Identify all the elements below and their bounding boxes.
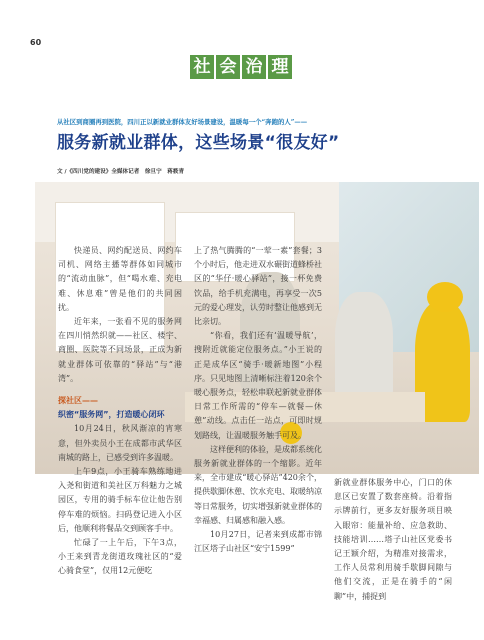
- page-number: 60: [30, 38, 42, 47]
- body-paragraph: 快递员、网约配送员、网约车司机、网络主播等群体如同城市的“流动血脉”，但“喝水难、充电难、休息难”曾是他们的共同困扰。: [58, 246, 182, 312]
- body-paragraph: 近年来，一张看不见的服务网在四川悄然织就——社区、楼宇、商圈、医院等不同场景，正成为新就业群体可依靠的“驿站”与“港湾”。: [58, 317, 182, 383]
- body-column-2: [194, 244, 322, 556]
- section-banner: [190, 55, 292, 79]
- body-paragraph: 忙碌了一上午后，下午3点，小王来到青龙街道玫瑰社区的“爱心骑食堂”，仅用12元便吃: [58, 538, 182, 576]
- body-column-1: [58, 244, 182, 579]
- body-paragraph: 上了热气腾腾的“一荤一素”套餐；3个小时后，他走进双水碾街道蜂桥社区的“华仔·暖心驿站”，接一杯免费饮品，给手机充满电，再享受一次5元的爱心理发，认劳时整让他感到无比亲切。: [194, 246, 322, 327]
- section-banner-char: 治: [242, 55, 266, 79]
- photo-helmet: [427, 282, 463, 312]
- body-paragraph: 这样便利的体验，是成都系统化服务新就业群体的一个缩影。近年来，全市建成“暖心驿站”420余个，提供歇脚休憩、饮水充电、取暖纳凉等日常服务，切实增强新就业群体的幸福感、归属感和融入感。: [194, 444, 322, 525]
- section-banner-char: 会: [216, 55, 240, 79]
- body-paragraph: 10月24日，秋风渐凉的宵寒意，但外卖员小王在成都市武华区南城的路上，已感受到许多温暖。: [58, 424, 182, 462]
- article-byline: 文 /《四川党的建设》全媒体记者 徐旦宁 蒋筱青: [57, 169, 185, 175]
- body-column-3: [334, 476, 452, 604]
- section-subheading: 织密“服务网”，打造暖心闭环: [58, 410, 165, 420]
- photo-person: [335, 292, 393, 402]
- section-banner-char: 理: [268, 55, 292, 79]
- section-banner-char: 社: [190, 55, 214, 79]
- body-paragraph: 上午9点，小王骑车熟练地进入尧和街道和美社区万科魅力之城园区，专用的骑手标车位让他告别停车难的烦恼。扫码登记进入小区后，他顺利将餐品交到顾客手中。: [58, 467, 182, 533]
- article-title: 服务新就业群体，这些场景“很友好”: [57, 133, 340, 153]
- body-paragraph: “你看，我们还有‘温暖导航’，搜附近就能定位服务点。”小王说的正是成华区“骑手·暖新地图”小程序。只见地图上清晰标注着120余个暖心服务点，轻松串联起新就业群体日常工作所需的“停车—就餐—休憩”动线。点击任一站点，可即时规划路线，让温暖服务触手可及。: [194, 331, 322, 440]
- body-paragraph: 10月27日，记者来到成都市锦江区塔子山社区“安宁1599”: [194, 530, 322, 554]
- body-paragraph: 新就业群体服务中心，门口的休息区已安置了数套座椅。沿着指示牌前行，更多友好服务项目映入眼帘：能量补给、应急救助、技能培训……塔子山社区党委书记王颖介绍，为精准对接需求，工作人员常利用骑手歇脚间隙与他们交流，正是在骑手的“闲聊”中，捕捉到: [334, 478, 452, 601]
- section-heading: 探社区——: [58, 396, 98, 406]
- article-subtitle: 从社区到商圈再到医院，四川正以新就业群体友好场景建设，温暖每一个“奔跑的人”——: [57, 118, 308, 126]
